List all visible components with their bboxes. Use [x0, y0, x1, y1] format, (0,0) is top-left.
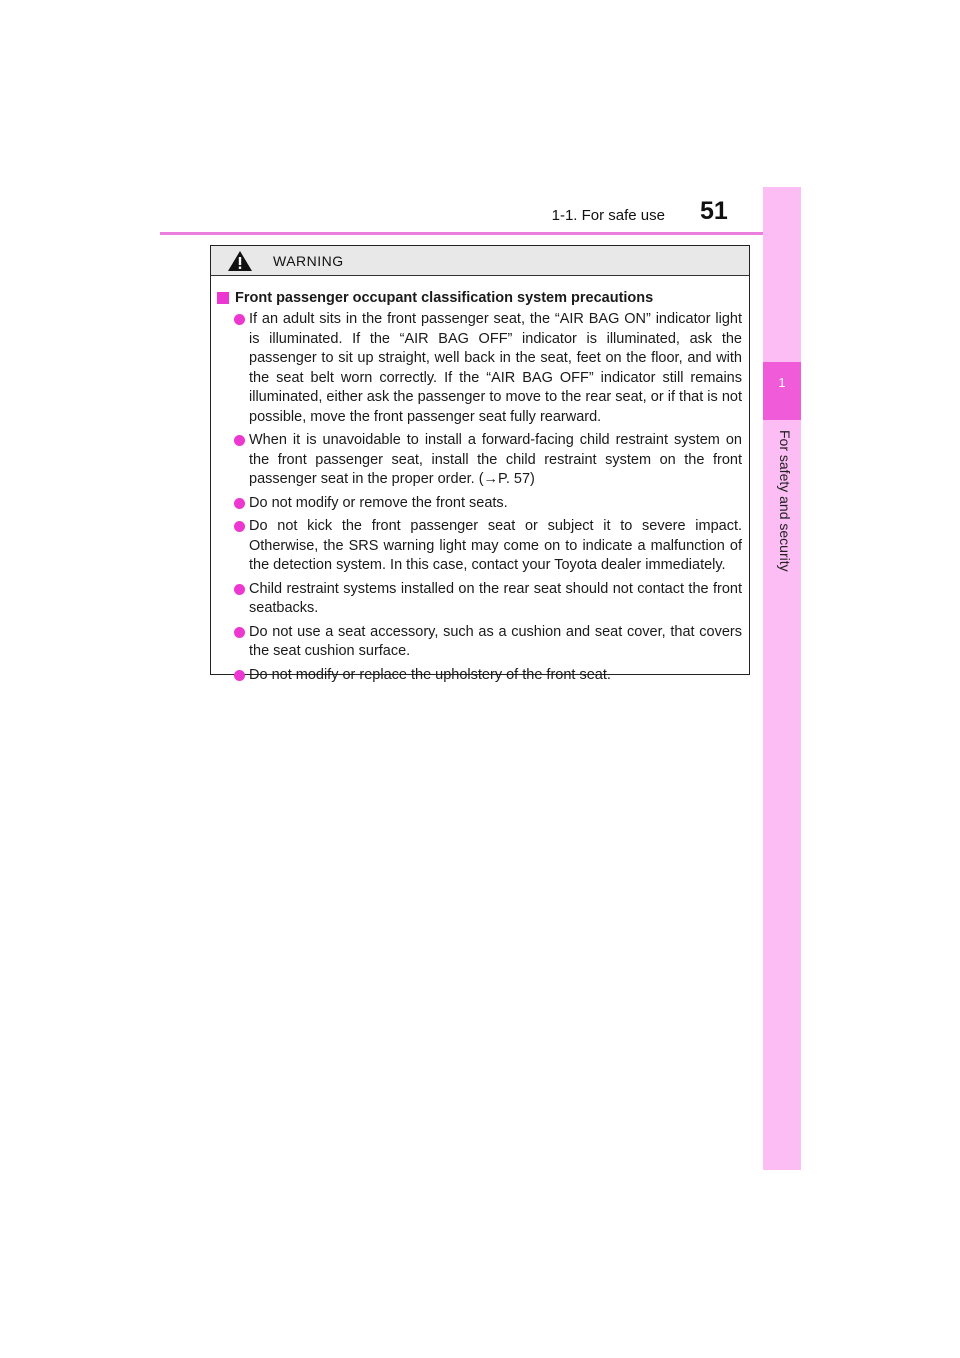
circle-bullet-icon: [234, 584, 245, 595]
warning-body: [211, 276, 749, 685]
header-divider: [160, 232, 800, 235]
circle-bullet-icon: [234, 627, 245, 638]
circle-bullet-icon: [234, 314, 245, 325]
chapter-title: For safety and security: [777, 430, 793, 572]
warning-header: [211, 246, 749, 276]
square-bullet-icon: [217, 292, 229, 304]
warning-label: WARNING: [273, 252, 344, 269]
list-item: Child restraint systems installed on the rear seat should not contact the front seatbacks.: [234, 580, 742, 619]
warning-triangle-icon: [227, 250, 253, 272]
list-item: Do not modify or remove the front seats.: [234, 494, 742, 514]
circle-bullet-icon: [234, 435, 245, 446]
list-item: Do not kick the front passenger seat or subject it to severe impact. Otherwise, the SRS warning light may come on to indicate a malfunction of the detection system. In this case, contact your Toyota dealer immediately.: [234, 517, 742, 576]
chapter-side-tab: [763, 187, 801, 1170]
page-number: 51: [700, 197, 728, 225]
list-item: When it is unavoidable to install a forward-facing child restraint system on the front passenger seat, install the child restraint system on the front passenger seat in the proper order. (→P. 57): [234, 431, 742, 490]
section-title: 1-1. For safe use: [551, 207, 665, 224]
circle-bullet-icon: [234, 521, 245, 532]
circle-bullet-icon: [234, 670, 245, 681]
circle-bullet-icon: [234, 498, 245, 509]
chapter-tab-active: [763, 362, 801, 420]
list-item: Do not use a seat accessory, such as a cushion and seat cover, that covers the seat cushion surface.: [234, 623, 742, 662]
list-item: If an adult sits in the front passenger seat, the “AIR BAG ON” indicator light is illuminated. If the “AIR BAG OFF” indicator is illuminated, ask the passenger to sit up straight, well back in the seat, feet on the floor, and with the seat belt worn correctly. If the “AIR BAG OFF” indicator still remains illuminated, either ask the passenger to move to the rear seat, or if that is not possible, move the front passenger seat fully rearward.: [234, 310, 742, 427]
warning-box: [210, 245, 750, 683]
warning-section-heading: [217, 290, 742, 306]
warning-list: [217, 310, 742, 685]
list-item: Do not modify or replace the upholstery of the front seat.: [234, 666, 742, 686]
warning-section-title: Front passenger occupant classification system precautions: [235, 290, 654, 306]
chapter-number: 1: [778, 375, 786, 390]
